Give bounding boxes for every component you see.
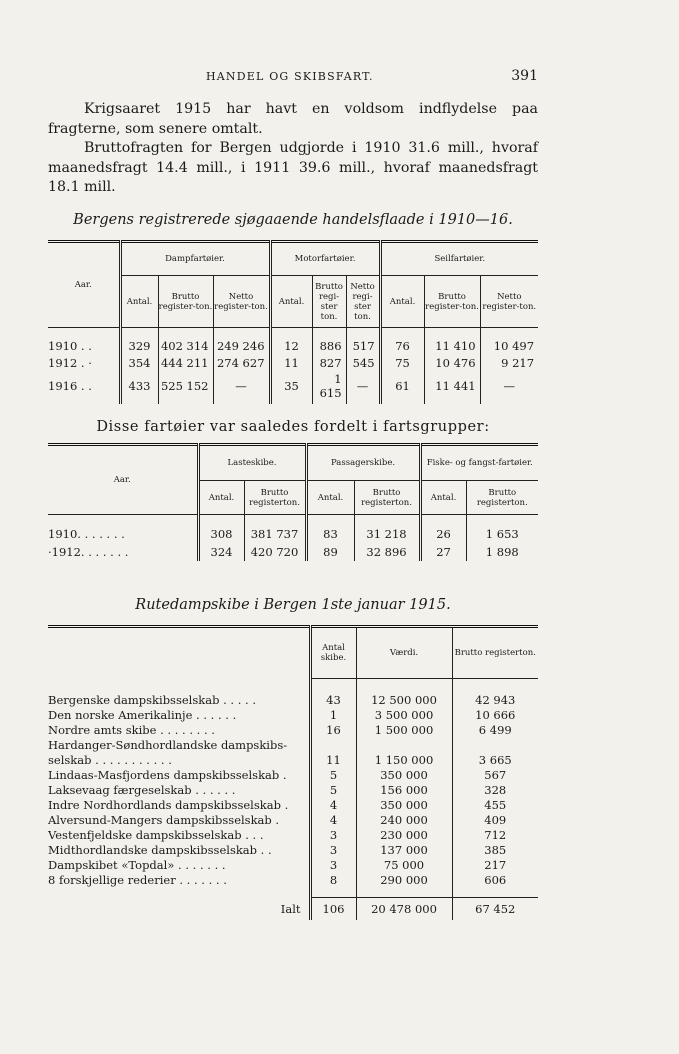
cell: 329 [120,338,158,355]
table-row [48,355,538,372]
table1-caption: Bergens registrerede sjøgaaende handelsflaade i 1910—16. [73,212,513,228]
cell: 290 000 [356,873,452,888]
cell: — [213,372,270,400]
company-name: Bergenske dampskibsselskab . . . . . [48,693,256,707]
company-name: selskab . . . . . . . . . . . [48,753,172,767]
cell: 3 665 [452,753,538,768]
cell: 9 217 [480,355,538,372]
cargo-header: Lasteskibe. [198,445,306,481]
cell: 31 218 [354,525,420,543]
cell: 1 150 000 [356,753,452,768]
company-name: 8 forskjellige rederier . . . . . . . [48,873,227,887]
cell: 324 [198,543,244,561]
year-header: Aar. [48,242,120,328]
table3-caption: Rutedampskibe i Bergen 1ste januar 1915. [135,597,451,613]
cell: 712 [452,828,538,843]
cell: 402 314 [158,338,213,355]
column-header: Netto register-ton. [480,276,538,328]
cell: 886 [312,338,346,355]
cell: 5 [310,768,356,783]
table-row [48,768,538,783]
cell: 274 627 [213,355,270,372]
cell: 26 [420,525,466,543]
cell: 89 [306,543,354,561]
cell: 525 152 [158,372,213,400]
cell: 1 615 [312,372,346,400]
column-header: Antal. [120,276,158,328]
table-row [48,843,538,858]
table-row [48,798,538,813]
cell: 545 [346,355,380,372]
motor-header: Motorfartøier. [270,242,380,276]
cell: 455 [452,798,538,813]
company-name: Indre Nordhordlands dampskibsselskab . [48,798,289,812]
company-name: Vestenfjeldske dampskibsselskab . . . [48,828,264,842]
cell: 606 [452,873,538,888]
ship-type-table [48,443,538,561]
cell: 4 [310,813,356,828]
cell: 354 [120,355,158,372]
cell: 32 896 [354,543,420,561]
cell: 420 720 [244,543,306,561]
cell: 328 [452,783,538,798]
table-row [48,753,538,768]
column-header: Netto register-ton. [213,276,270,328]
column-header: Værdi. [356,627,452,679]
column-header: Antal skibe. [310,627,356,679]
cell: 381 737 [244,525,306,543]
table-row [48,543,538,561]
column-header: Antal. [306,481,354,515]
cell: — [346,372,380,400]
column-header: Brutto registerton. [244,481,306,515]
cell: 12 500 000 [356,693,452,708]
cell: 3 [310,828,356,843]
cell: 385 [452,843,538,858]
cell: 10 476 [424,355,480,372]
cell: 827 [312,355,346,372]
cell: 567 [452,768,538,783]
cell: 43 [310,693,356,708]
year-header: Aar. [48,445,198,515]
company-name: Hardanger-Søndhordlandske dampskibs- [48,738,288,752]
cell: 11 410 [424,338,480,355]
cell: 3 500 000 [356,708,452,723]
column-header: Antal. [420,481,466,515]
column-header: Antal. [198,481,244,515]
cell: 1 898 [466,543,538,561]
year-cell: 1912 . · [48,356,92,370]
running-header [48,68,538,88]
route-steamers-table [48,625,538,920]
column-header: Brutto register-ton. [158,276,213,328]
table-row [48,372,538,400]
cell: 517 [346,338,380,355]
table2-title: Disse fartøier var saaledes fordelt i fartsgrupper: [96,419,490,435]
cell [310,738,356,753]
cell: 75 000 [356,858,452,873]
cell: 11 [270,355,312,372]
table-row [48,723,538,738]
column-header: Netto regi-ster ton. [346,276,380,328]
table-row [48,693,538,708]
cell: 61 [380,372,424,400]
cell: 240 000 [356,813,452,828]
passenger-header: Passagerskibe. [306,445,420,481]
company-name: Nordre amts skibe . . . . . . . . [48,723,215,737]
year-cell: ·1912. . . . . . . [48,544,129,559]
cell: 350 000 [356,798,452,813]
cell: 11 [310,753,356,768]
cell: 444 211 [158,355,213,372]
total-cell: 20 478 000 [356,898,452,920]
sail-header: Seilfartøier. [380,242,538,276]
cell: 3 [310,858,356,873]
fleet-table [48,240,538,404]
column-header: Antal. [380,276,424,328]
column-header: Brutto registerton. [452,627,538,679]
cell: 249 246 [213,338,270,355]
cell: 12 [270,338,312,355]
cell: 42 943 [452,693,538,708]
cell: 137 000 [356,843,452,858]
cell: 230 000 [356,828,452,843]
cell: 27 [420,543,466,561]
total-row [48,898,538,920]
cell: 11 441 [424,372,480,400]
cell: 83 [306,525,354,543]
total-cell: 67 452 [452,898,538,920]
cell: 1 653 [466,525,538,543]
cell: 433 [120,372,158,400]
cell: 75 [380,355,424,372]
table-row [48,873,538,888]
table-row [48,783,538,798]
cell: 10 497 [480,338,538,355]
intro-text [48,100,538,198]
cell: 10 666 [452,708,538,723]
cell: 409 [452,813,538,828]
fishing-header: Fiske- og fangst-fartøier. [420,445,538,481]
cell [452,738,538,753]
company-name: Lindaas-Masfjordens dampskibsselskab . [48,768,287,782]
name-header [48,627,310,679]
company-name: Den norske Amerikalinje . . . . . . [48,708,237,722]
cell: 350 000 [356,768,452,783]
table-row [48,738,538,753]
cell: 35 [270,372,312,400]
cell: — [480,372,538,400]
cell: 16 [310,723,356,738]
table-row [48,525,538,543]
table-row [48,708,538,723]
table-row [48,338,538,355]
running-title: HANDEL OG SKIBSFART. [206,70,374,83]
cell: 8 [310,873,356,888]
intro-paragraph-1: Krigsaaret 1915 har havt en voldsom indflydelse paa fragterne, som senere omtalt. [48,101,538,137]
cell: 5 [310,783,356,798]
cell: 3 [310,843,356,858]
year-cell: 1916 . . [48,378,92,393]
company-name: Midthordlandske dampskibsselskab . . [48,843,272,857]
table-row [48,828,538,843]
page-number: 391 [511,68,538,84]
company-name: Dampskibet «Topdal» . . . . . . . [48,858,226,872]
steam-header: Dampfartøier. [120,242,270,276]
cell [356,738,452,753]
column-header: Brutto registerton. [466,481,538,515]
table-row [48,813,538,828]
intro-paragraph-2: Bruttofragten for Bergen udgjorde i 1910 31.6 mill., hvoraf maanedsfragt 14.4 mill., i 1911 39.6 mill., hvoraf maanedsfragt 18.1 mill. [48,140,538,195]
table-row [48,858,538,873]
column-header: Brutto registerton. [354,481,420,515]
column-header: Brutto regi-ster ton. [312,276,346,328]
year-cell: 1910. . . . . . . [48,526,125,541]
column-header: Antal. [270,276,312,328]
cell: 76 [380,338,424,355]
company-name: Laksevaag færgeselskab . . . . . . [48,783,236,797]
cell: 4 [310,798,356,813]
route-steamers-rows [48,693,538,888]
column-header: Brutto register-ton. [424,276,480,328]
cell: 156 000 [356,783,452,798]
company-name: Alversund-Mangers dampskibsselskab . [48,813,280,827]
cell: 1 500 000 [356,723,452,738]
cell: 1 [310,708,356,723]
year-cell: 1910 . . [48,339,92,353]
cell: 308 [198,525,244,543]
cell: 217 [452,858,538,873]
total-label: Ialt [280,901,301,916]
total-cell: 106 [310,898,356,920]
cell: 6 499 [452,723,538,738]
